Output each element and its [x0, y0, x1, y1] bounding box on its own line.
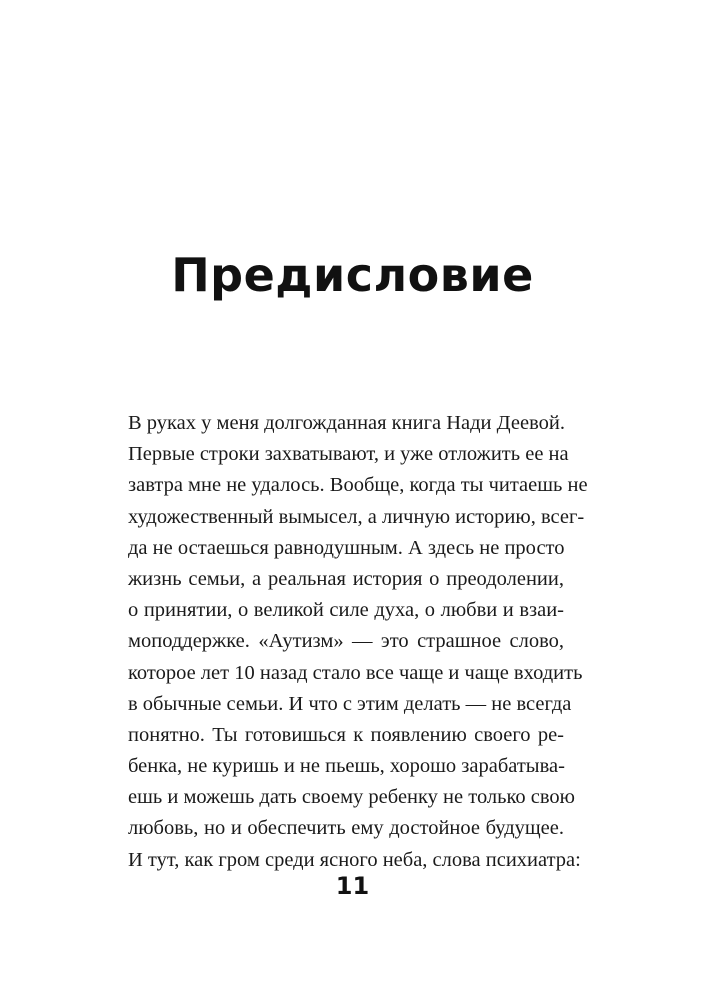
text-line: понятно. Ты готовишься к появлению своего ре- [128, 723, 564, 746]
body-paragraph [128, 408, 588, 876]
text-line: о принятии, о великой силе духа, о любви и взаи- [128, 599, 564, 622]
chapter-title: Предисловие [171, 248, 534, 302]
text-line: бенка, не куришь и не пьешь, хорошо зарабатыва- [128, 755, 565, 778]
text-line: завтра мне не удалось. Вообще, когда ты читаешь не [128, 474, 588, 497]
text-line: Первые строки захватывают, и уже отложить ее на [128, 443, 569, 466]
text-line: И тут, как гром среди ясного неба, слова психиатра: [128, 848, 581, 871]
text-line: да не остаешься равнодушным. А здесь не просто [128, 536, 565, 559]
text-line: любовь, но и обеспечить ему достойное будущее. [128, 817, 564, 840]
page-number: 11 [335, 872, 370, 900]
text-line: ешь и можешь дать своему ребенку не только свою [128, 786, 575, 809]
text-line: жизнь семьи, а реальная история о преодолении, [128, 567, 564, 590]
text-line: в обычные семьи. И что с этим делать — не всегда [128, 692, 572, 715]
text-line: моподдержке. «Аутизм» — это страшное слово, [128, 630, 564, 653]
text-line: художественный вымысел, а личную историю, всег- [128, 505, 585, 528]
text-line: которое лет 10 назад стало все чаще и чаще входить [128, 661, 583, 684]
text-line: В руках у меня долгожданная книга Нади Деевой. [128, 412, 565, 434]
